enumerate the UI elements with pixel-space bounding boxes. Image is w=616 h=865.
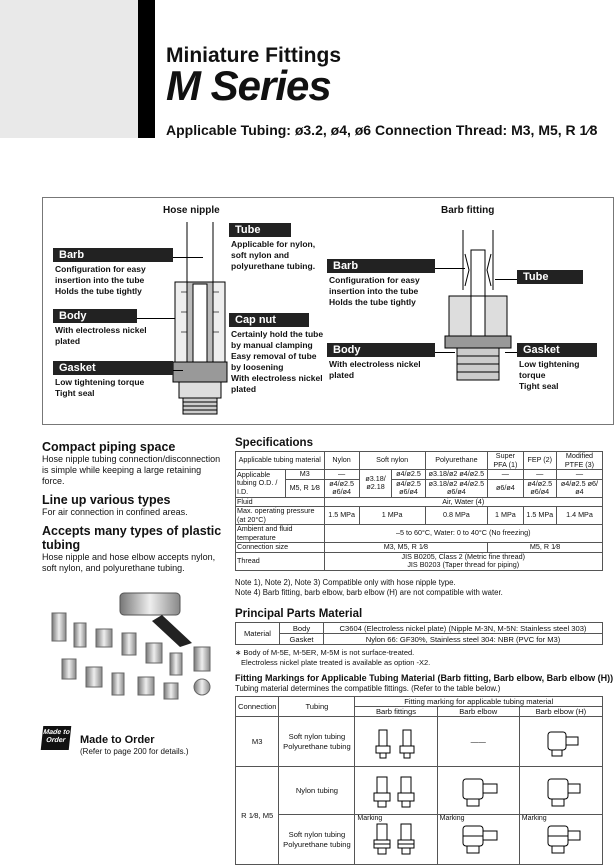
feature-text: Hose nipple tubing connection/disconnection is simple while keeping a large retaining force. bbox=[42, 454, 221, 486]
body-description: With electroless nickel plated bbox=[55, 325, 147, 346]
barb-fitting-drawing bbox=[443, 230, 513, 386]
gasket-label: Gasket bbox=[53, 361, 173, 375]
made-to-order-ref: (Refer to page 200 for details.) bbox=[80, 747, 189, 756]
principal-parts-notes: ∗ Body of M-5E, M-5ER, M-5M is not surface-treated. Electroless nickel plate treated is available as option -X2. bbox=[235, 648, 431, 667]
made-to-order-icon: Made to Order bbox=[41, 726, 72, 750]
hose-nipple-drawing bbox=[167, 222, 233, 418]
header-grey-block bbox=[0, 0, 138, 138]
made-to-order-title: Made to Order bbox=[80, 734, 155, 746]
features-list bbox=[42, 434, 222, 574]
barb-description: Configuration for easy insertion into the tube Holds the tube tightly bbox=[55, 264, 146, 296]
barb-fitting-body-label: Body bbox=[327, 343, 435, 357]
gasket-description: Low tightening torque Tight seal bbox=[55, 377, 145, 398]
body-pointer bbox=[137, 318, 175, 319]
feature-text: Hose nipple and hose elbow accepts nylon, soft nylon, and polyurethane tubing. bbox=[42, 552, 216, 573]
barb-elbow-h-soft-icon bbox=[536, 822, 586, 856]
barb-fitting-barb-description: Configuration for easy insertion into the tube Holds the tube tightly bbox=[329, 275, 420, 307]
header-black-bar bbox=[138, 0, 155, 138]
feature-text: For air connection in confined areas. bbox=[42, 507, 188, 517]
barb-elbow-soft-icon bbox=[453, 822, 503, 856]
applicable-tubing-line: Applicable Tubing: ø3.2, ø4, ø6 Connection Thread: M3, M5, R 1⁄8 bbox=[166, 122, 598, 138]
principal-parts-table: Material Body C3604 (Electroless nickel plate) (Nipple M-3N, M-5N: Stainless steel 303) Gasket Nylon 66: GF30%, Stainless steel 304: NBR (PVC for M3) bbox=[235, 622, 603, 645]
barb-fitting-gasket-label: Gasket bbox=[517, 343, 597, 357]
barb-fitting-soft-icon bbox=[371, 822, 421, 856]
marking-label: Marking bbox=[357, 815, 383, 822]
fitting-markings-subtitle: Tubing material determines the compatible fittings. (Refer to the table below.) bbox=[235, 684, 501, 693]
feature-title: Accepts many types of plastic tubing bbox=[42, 524, 222, 552]
barb-fitting-tube-pointer bbox=[495, 279, 517, 280]
barb-fitting-gasket-description: Low tightening torque Tight seal bbox=[519, 359, 580, 391]
title-area bbox=[166, 44, 341, 110]
gasket-pointer bbox=[173, 370, 183, 371]
page-subtitle: Miniature Fittings bbox=[166, 44, 341, 67]
barb-fitting-title: Barb fitting bbox=[441, 205, 495, 216]
barb-elbow-nylon-icon bbox=[453, 773, 503, 809]
feature-title: Compact piping space bbox=[42, 440, 176, 454]
cap-nut-label: Cap nut bbox=[229, 313, 309, 327]
product-photo bbox=[42, 583, 222, 703]
construction-diagram bbox=[42, 197, 614, 425]
marking-label: Marking bbox=[521, 815, 547, 822]
barb-fitting-barb-label: Barb bbox=[327, 259, 435, 273]
specifications-notes: Note 1), Note 2), Note 3) Compatible only with hose nipple type. Note 4) Barb fitting, barb elbow, barb elbow (H) are not compatible with water. bbox=[235, 578, 503, 597]
tube-description: Applicable for nylon, soft nylon and polyurethane tubing. bbox=[231, 239, 316, 271]
fitting-markings-table: Connection Tubing Fitting marking for applicable tubing material Barb fittings Barb elbow Barb elbow (H) M3 Soft nylon tubing Polyurethane tubing —— R 1⁄8, M5 Nylon tubing Soft nylon tubing Polyurethane tubing Marking Marking Marking bbox=[235, 696, 603, 865]
tube-label: Tube bbox=[229, 223, 291, 237]
fitting-markings-title: Fitting Markings for Applicable Tubing Material (Barb fitting, Barb elbow, Barb elbow (H)) bbox=[235, 673, 614, 683]
barb-elbow-h-nylon-icon bbox=[536, 773, 586, 809]
feature-title: Line up various types bbox=[42, 493, 171, 507]
barb-fitting-m3-icon bbox=[371, 724, 421, 760]
marking-label: Marking bbox=[439, 815, 465, 822]
hose-nipple-title: Hose nipple bbox=[163, 205, 220, 216]
barb-fitting-tube-label: Tube bbox=[517, 270, 583, 284]
barb-fitting-barb-pointer bbox=[435, 268, 465, 269]
barb-pointer bbox=[173, 257, 203, 258]
barb-fitting-gasket-pointer bbox=[505, 352, 517, 353]
barb-elbow-h-m3-icon bbox=[536, 724, 586, 760]
page-title: M Series bbox=[166, 62, 331, 109]
barb-label: Barb bbox=[53, 248, 173, 262]
specifications-title: Specifications bbox=[235, 437, 313, 449]
body-label: Body bbox=[53, 309, 137, 323]
barb-fitting-body-description: With electroless nickel plated bbox=[329, 359, 421, 380]
principal-parts-title: Principal Parts Material bbox=[235, 608, 363, 620]
cap-nut-description: Certainly hold the tube by manual clamping Easy removal of tube by loosening With electroless nickel plated bbox=[231, 329, 324, 394]
barb-fitting-nylon-icon bbox=[371, 773, 421, 809]
specifications-table: Applicable tubing material Nylon Soft nylon Polyurethane Super PFA (1) FEP (2) Modified PTFE (3) Applicable tubing O.D. / I.D. M3 — ø3.18/ø2.18 ø4/ø2.5 ø3.18/ø2 ø4/ø2.5 — — — M5, R 1⁄8 ø4/ø2.5 ø6/ø4 ø4/ø2.5 ø6/ø4 ø3.18/ø2 ø4/ø2.5 ø6/ø4 ø6/ø4 ø4/ø2.5 ø6/ø4 ø4/ø2.5 ø6/ø4 Fluid Air, Water (4) Max. operating pressure (at 20°C) 1.5 MPa 1 MPa 0.8 MPa 1 MPa 1.5 MPa 1.4 MPa Ambient and fluid temperature –5 to 60°C, Water: 0 to 40°C (No freezing) Connection size M3, M5, R 1⁄8 M5, R 1⁄8 Thread JIS B0205, Class 2 (Metric fine thread) JIS B0203 (Taper thread for piping) bbox=[235, 451, 603, 571]
barb-fitting-body-pointer bbox=[435, 352, 455, 353]
